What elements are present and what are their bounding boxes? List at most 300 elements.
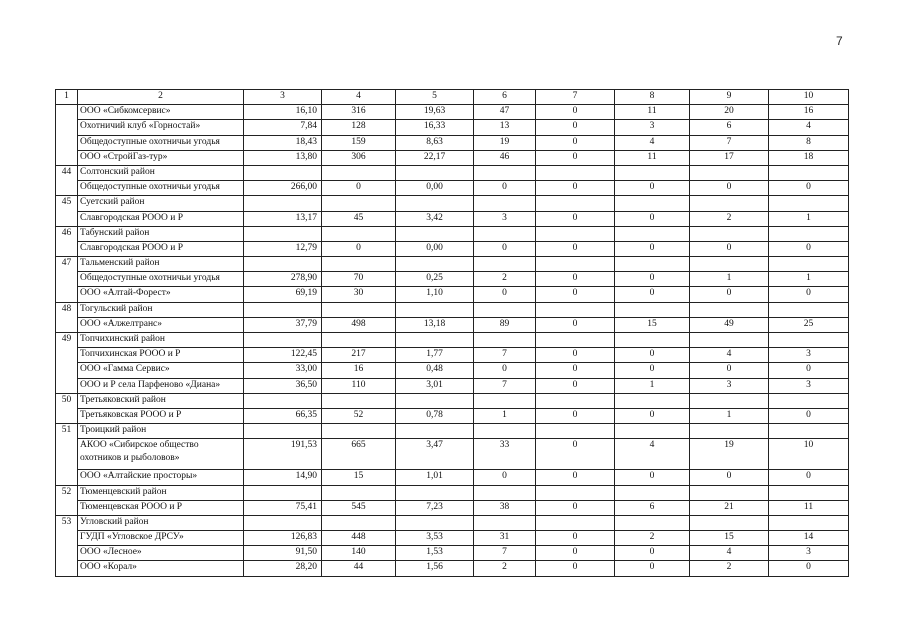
district-number: 49 [56,333,78,348]
value-cell-col10: 0 [769,287,849,302]
value-cell-col10: 1 [769,272,849,287]
table-header-row [56,90,849,105]
value-cell-col6: 2 [474,272,536,287]
empty-cell [244,393,322,408]
value-cell-col6: 1 [474,408,536,423]
value-cell-col6: 89 [474,317,536,332]
value-cell-col8: 0 [615,470,690,485]
value-cell-col10: 3 [769,378,849,393]
value-cell-col3: 66,35 [244,408,322,423]
empty-cell [322,257,396,272]
row-number-cell [56,408,78,423]
value-cell-col3: 69,19 [244,287,322,302]
value-cell-col8: 1 [615,378,690,393]
value-cell-col7: 0 [536,181,615,196]
value-cell-col10: 3 [769,348,849,363]
district-row [56,333,849,348]
value-cell-col6: 7 [474,378,536,393]
empty-cell [769,196,849,211]
value-cell-col4: 498 [322,317,396,332]
value-cell-col10: 0 [769,181,849,196]
value-cell-col6: 31 [474,531,536,546]
empty-cell [536,393,615,408]
header-cell: 3 [244,90,322,105]
empty-cell [615,302,690,317]
value-cell-col10: 25 [769,317,849,332]
empty-cell [690,333,769,348]
value-cell-col5: 1,77 [396,348,474,363]
value-cell-col10: 10 [769,439,849,470]
empty-cell [536,485,615,500]
value-cell-col8: 3 [615,120,690,135]
value-cell-col7: 0 [536,272,615,287]
value-cell-col3: 28,20 [244,561,322,576]
row-number-cell [56,211,78,226]
value-cell-col3: 36,50 [244,378,322,393]
empty-cell [615,393,690,408]
table-row [56,500,849,515]
empty-cell [690,515,769,530]
organization-name: ООО «СтройГаз-тур» [78,150,244,165]
value-cell-col9: 2 [690,561,769,576]
table-row [56,272,849,287]
district-number: 48 [56,302,78,317]
value-cell-col6: 38 [474,500,536,515]
organization-name: ООО «Лесное» [78,546,244,561]
header-cell: 8 [615,90,690,105]
value-cell-col10: 0 [769,241,849,256]
district-name: Табунский район [78,226,244,241]
organization-name: ООО «Алжелтранс» [78,317,244,332]
empty-cell [536,515,615,530]
row-number-cell [56,348,78,363]
organization-name: Третьяковская РООО и Р [78,408,244,423]
value-cell-col8: 0 [615,363,690,378]
value-cell-col6: 46 [474,150,536,165]
value-cell-col4: 52 [322,408,396,423]
empty-cell [474,424,536,439]
empty-cell [690,257,769,272]
value-cell-col6: 7 [474,546,536,561]
value-cell-col9: 4 [690,348,769,363]
value-cell-col4: 665 [322,439,396,470]
row-number-cell [56,241,78,256]
value-cell-col10: 14 [769,531,849,546]
empty-cell [474,257,536,272]
district-number: 44 [56,165,78,180]
organization-name: Славгородская РООО и Р [78,241,244,256]
table-row [56,150,849,165]
district-name: Тогульский район [78,302,244,317]
empty-cell [690,196,769,211]
empty-cell [615,196,690,211]
empty-cell [536,302,615,317]
value-cell-col9: 4 [690,546,769,561]
value-cell-col10: 0 [769,363,849,378]
table-row [56,287,849,302]
value-cell-col4: 44 [322,561,396,576]
empty-cell [396,226,474,241]
district-number: 50 [56,393,78,408]
district-row [56,424,849,439]
district-name: Топчихинский район [78,333,244,348]
district-number: 47 [56,257,78,272]
value-cell-col4: 545 [322,500,396,515]
empty-cell [322,424,396,439]
empty-cell [536,226,615,241]
empty-cell [536,165,615,180]
district-row [56,485,849,500]
empty-cell [244,333,322,348]
empty-cell [474,515,536,530]
value-cell-col5: 22,17 [396,150,474,165]
value-cell-col6: 0 [474,470,536,485]
value-cell-col8: 6 [615,500,690,515]
value-cell-col10: 1 [769,211,849,226]
empty-cell [769,226,849,241]
value-cell-col6: 47 [474,105,536,120]
header-cell: 10 [769,90,849,105]
page-number: 7 [836,34,843,48]
value-cell-col6: 19 [474,135,536,150]
organization-name: ООО «Сибкомсервис» [78,105,244,120]
empty-cell [322,485,396,500]
value-cell-col6: 2 [474,561,536,576]
value-cell-col7: 0 [536,211,615,226]
row-number-cell [56,105,78,120]
value-cell-col6: 0 [474,241,536,256]
row-number-cell [56,378,78,393]
empty-cell [244,302,322,317]
organization-name: ГУДП «Угловское ДРСУ» [78,531,244,546]
value-cell-col5: 19,63 [396,105,474,120]
empty-cell [396,257,474,272]
value-cell-col3: 18,43 [244,135,322,150]
value-cell-col7: 0 [536,363,615,378]
organization-name: Топчихинская РООО и Р [78,348,244,363]
empty-cell [536,257,615,272]
empty-cell [769,257,849,272]
value-cell-col5: 0,00 [396,241,474,256]
empty-cell [769,515,849,530]
empty-cell [396,196,474,211]
table-row [56,181,849,196]
row-number-cell [56,363,78,378]
organization-name: Славгородская РООО и Р [78,211,244,226]
empty-cell [615,226,690,241]
organization-name: Общедоступные охотничьи угодья [78,181,244,196]
value-cell-col3: 278,90 [244,272,322,287]
district-name: Тюменцевский район [78,485,244,500]
row-number-cell [56,181,78,196]
value-cell-col3: 75,41 [244,500,322,515]
row-number-cell [56,439,78,470]
organization-name: ООО и Р села Парфеново «Диана» [78,378,244,393]
empty-cell [322,196,396,211]
empty-cell [690,165,769,180]
value-cell-col8: 0 [615,546,690,561]
value-cell-col7: 0 [536,408,615,423]
table-row [56,363,849,378]
district-row [56,302,849,317]
organization-name: Тюменцевская РООО и Р [78,500,244,515]
empty-cell [396,485,474,500]
district-row [56,257,849,272]
empty-cell [690,424,769,439]
value-cell-col8: 0 [615,348,690,363]
district-name: Тальменский район [78,257,244,272]
value-cell-col5: 1,01 [396,470,474,485]
value-cell-col5: 0,78 [396,408,474,423]
empty-cell [615,257,690,272]
value-cell-col7: 0 [536,531,615,546]
district-row [56,226,849,241]
value-cell-col4: 16 [322,363,396,378]
value-cell-col4: 217 [322,348,396,363]
value-cell-col7: 0 [536,546,615,561]
empty-cell [396,424,474,439]
row-number-cell [56,120,78,135]
empty-cell [396,393,474,408]
value-cell-col5: 1,10 [396,287,474,302]
table-row [56,241,849,256]
empty-cell [322,226,396,241]
value-cell-col8: 15 [615,317,690,332]
empty-cell [769,302,849,317]
value-cell-col7: 0 [536,135,615,150]
empty-cell [690,302,769,317]
value-cell-col3: 12,79 [244,241,322,256]
empty-cell [396,333,474,348]
value-cell-col5: 1,56 [396,561,474,576]
empty-cell [244,226,322,241]
value-cell-col9: 2 [690,211,769,226]
value-cell-col7: 0 [536,348,615,363]
value-cell-col10: 3 [769,546,849,561]
district-name: Суетский район [78,196,244,211]
district-number: 46 [56,226,78,241]
value-cell-col4: 316 [322,105,396,120]
value-cell-col4: 110 [322,378,396,393]
value-cell-col8: 0 [615,211,690,226]
value-cell-col8: 4 [615,439,690,470]
value-cell-col3: 37,79 [244,317,322,332]
hunting-grounds-table [55,89,849,577]
empty-cell [536,333,615,348]
value-cell-col8: 0 [615,181,690,196]
header-cell: 1 [56,90,78,105]
value-cell-col8: 11 [615,150,690,165]
district-row [56,196,849,211]
empty-cell [322,333,396,348]
value-cell-col10: 0 [769,408,849,423]
value-cell-col3: 126,83 [244,531,322,546]
value-cell-col8: 0 [615,408,690,423]
empty-cell [474,333,536,348]
district-number: 52 [56,485,78,500]
value-cell-col7: 0 [536,500,615,515]
value-cell-col5: 3,53 [396,531,474,546]
value-cell-col8: 11 [615,105,690,120]
empty-cell [322,393,396,408]
organization-name: АКОО «Сибирское общество охотников и рыболовов» [78,439,244,470]
row-number-cell [56,561,78,576]
value-cell-col7: 0 [536,241,615,256]
empty-cell [474,302,536,317]
empty-cell [396,515,474,530]
value-cell-col9: 21 [690,500,769,515]
value-cell-col3: 266,00 [244,181,322,196]
value-cell-col5: 3,42 [396,211,474,226]
value-cell-col7: 0 [536,150,615,165]
table-row [56,408,849,423]
district-row [56,393,849,408]
value-cell-col3: 91,50 [244,546,322,561]
value-cell-col3: 33,00 [244,363,322,378]
value-cell-col7: 0 [536,561,615,576]
empty-cell [615,333,690,348]
value-cell-col5: 13,18 [396,317,474,332]
row-number-cell [56,500,78,515]
empty-cell [244,165,322,180]
value-cell-col6: 7 [474,348,536,363]
empty-cell [396,302,474,317]
row-number-cell [56,150,78,165]
value-cell-col7: 0 [536,120,615,135]
value-cell-col4: 15 [322,470,396,485]
value-cell-col3: 13,80 [244,150,322,165]
table-row [56,135,849,150]
district-number: 53 [56,515,78,530]
row-number-cell [56,531,78,546]
value-cell-col4: 0 [322,241,396,256]
empty-cell [396,165,474,180]
value-cell-col10: 0 [769,561,849,576]
value-cell-col5: 16,33 [396,120,474,135]
value-cell-col3: 13,17 [244,211,322,226]
header-cell: 4 [322,90,396,105]
value-cell-col6: 33 [474,439,536,470]
value-cell-col8: 4 [615,135,690,150]
value-cell-col6: 0 [474,287,536,302]
district-number: 51 [56,424,78,439]
row-number-cell [56,135,78,150]
value-cell-col6: 3 [474,211,536,226]
value-cell-col3: 7,84 [244,120,322,135]
value-cell-col4: 45 [322,211,396,226]
row-number-cell [56,470,78,485]
value-cell-col3: 191,53 [244,439,322,470]
empty-cell [615,424,690,439]
value-cell-col7: 0 [536,378,615,393]
district-name: Солтонский район [78,165,244,180]
value-cell-col8: 0 [615,241,690,256]
header-cell: 7 [536,90,615,105]
empty-cell [536,424,615,439]
value-cell-col9: 1 [690,408,769,423]
table-row [56,211,849,226]
value-cell-col9: 1 [690,272,769,287]
value-cell-col5: 0,25 [396,272,474,287]
value-cell-col9: 20 [690,105,769,120]
organization-name: Общедоступные охотничьи угодья [78,272,244,287]
value-cell-col10: 16 [769,105,849,120]
district-row [56,165,849,180]
table-row [56,378,849,393]
table-row [56,348,849,363]
district-name: Угловский район [78,515,244,530]
empty-cell [244,485,322,500]
empty-cell [536,196,615,211]
row-number-cell [56,317,78,332]
value-cell-col8: 0 [615,272,690,287]
value-cell-col9: 7 [690,135,769,150]
table-row [56,470,849,485]
value-cell-col7: 0 [536,287,615,302]
header-cell: 2 [78,90,244,105]
empty-cell [690,393,769,408]
value-cell-col9: 0 [690,470,769,485]
header-cell: 5 [396,90,474,105]
value-cell-col9: 0 [690,287,769,302]
empty-cell [615,165,690,180]
empty-cell [769,424,849,439]
district-name: Троицкий район [78,424,244,439]
empty-cell [244,196,322,211]
value-cell-col6: 0 [474,363,536,378]
value-cell-col8: 0 [615,561,690,576]
value-cell-col10: 8 [769,135,849,150]
empty-cell [769,393,849,408]
value-cell-col8: 0 [615,287,690,302]
empty-cell [769,165,849,180]
organization-name: ООО «Алтай-Форест» [78,287,244,302]
value-cell-col3: 122,45 [244,348,322,363]
value-cell-col3: 14,90 [244,470,322,485]
value-cell-col10: 18 [769,150,849,165]
value-cell-col9: 0 [690,241,769,256]
empty-cell [322,165,396,180]
value-cell-col4: 0 [322,181,396,196]
value-cell-col4: 70 [322,272,396,287]
value-cell-col5: 0,48 [396,363,474,378]
empty-cell [322,302,396,317]
table-row [56,531,849,546]
table-row [56,439,849,470]
value-cell-col4: 159 [322,135,396,150]
value-cell-col5: 7,23 [396,500,474,515]
empty-cell [769,333,849,348]
value-cell-col9: 17 [690,150,769,165]
value-cell-col9: 15 [690,531,769,546]
table-row [56,546,849,561]
value-cell-col6: 13 [474,120,536,135]
value-cell-col3: 16,10 [244,105,322,120]
table-row [56,317,849,332]
organization-name: Охотничий клуб «Горностай» [78,120,244,135]
table-row [56,120,849,135]
table-body [56,90,849,577]
value-cell-col5: 8,63 [396,135,474,150]
row-number-cell [56,287,78,302]
empty-cell [615,515,690,530]
empty-cell [474,393,536,408]
value-cell-col5: 0,00 [396,181,474,196]
empty-cell [322,515,396,530]
organization-name: Общедоступные охотничьи угодья [78,135,244,150]
value-cell-col9: 3 [690,378,769,393]
value-cell-col9: 0 [690,363,769,378]
